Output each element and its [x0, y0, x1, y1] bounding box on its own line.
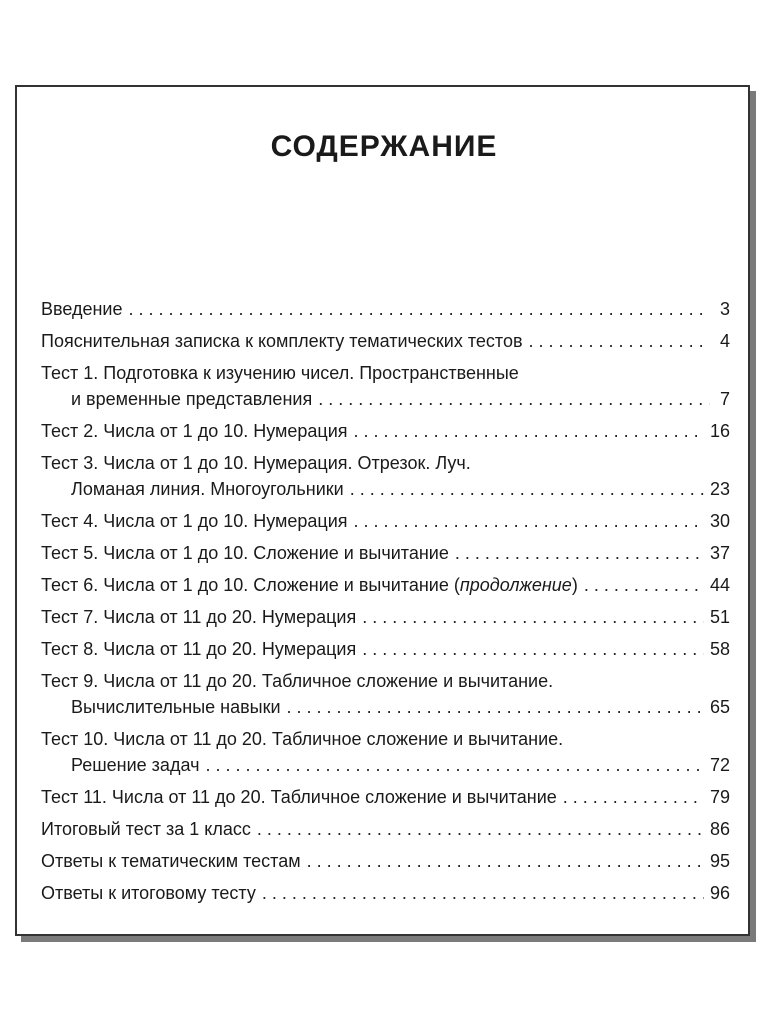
- toc-entry-line: [41, 880, 730, 906]
- toc-entry[interactable]: [41, 668, 730, 720]
- toc-entry[interactable]: [41, 784, 730, 810]
- toc-entry-line: [41, 784, 730, 810]
- page-number: 4: [719, 331, 730, 351]
- toc-entry[interactable]: [41, 418, 730, 444]
- toc-entry-text: Введение: [41, 299, 123, 319]
- toc-entry[interactable]: [41, 450, 730, 502]
- toc-entry-line: [41, 476, 730, 502]
- toc-entry-title: [71, 694, 281, 720]
- toc-entry-title: Тест 3. Числа от 1 до 10. Нумерация. Отрезок. Луч.: [41, 453, 471, 473]
- page-title: СОДЕРЖАНИЕ: [270, 130, 498, 163]
- toc-entry-line: [41, 418, 730, 444]
- toc-entry-title: [41, 880, 256, 906]
- page-number: 51: [709, 607, 730, 627]
- page-number: 3: [719, 299, 730, 319]
- toc-entry-title: [41, 540, 449, 566]
- toc-entry-text: Тест 2. Числа от 1 до 10. Нумерация: [41, 421, 348, 441]
- toc-entry-title: [41, 418, 348, 444]
- toc-entry[interactable]: [41, 296, 730, 322]
- toc-entry-title: [41, 784, 557, 810]
- toc-entry-title: [41, 816, 251, 842]
- toc-entry-title: [41, 296, 123, 322]
- page-number: 16: [709, 421, 730, 441]
- dot-leader: [307, 848, 704, 874]
- dot-leader: [287, 694, 704, 720]
- dot-leader: [354, 418, 704, 444]
- toc-entry-text: Итоговый тест за 1 класс: [41, 819, 251, 839]
- page-number: 37: [709, 543, 730, 563]
- dot-leader: [529, 328, 710, 354]
- dot-leader: [362, 604, 704, 630]
- toc-entry-line: [41, 604, 730, 630]
- page-number: 72: [709, 755, 730, 775]
- page-number: 58: [709, 639, 730, 659]
- toc-entry-title: [41, 636, 356, 662]
- toc-entry-title: [41, 328, 523, 354]
- toc-entry-line: [41, 636, 730, 662]
- dot-leader: [257, 816, 704, 842]
- toc-entry-text: Ломаная линия. Многоугольники: [71, 479, 344, 499]
- table-of-contents: [41, 296, 730, 906]
- toc-entry-title: Тест 9. Числа от 11 до 20. Табличное сложение и вычитание.: [41, 671, 554, 691]
- toc-entry-text: Тест 7. Числа от 11 до 20. Нумерация: [41, 607, 357, 627]
- dot-leader: [318, 386, 710, 412]
- toc-entry-title-line: [41, 450, 730, 476]
- dot-leader: [362, 636, 704, 662]
- toc-entry-text: Тест 8. Числа от 11 до 20. Нумерация: [41, 639, 357, 659]
- toc-entry[interactable]: [41, 816, 730, 842]
- toc-entry-title: [41, 604, 356, 630]
- toc-entry[interactable]: [41, 328, 730, 354]
- toc-entry-title: Тест 1. Подготовка к изучению чисел. Пространственные: [41, 363, 519, 383]
- toc-entry-text: Тест 11. Числа от 11 до 20. Табличное сложение и вычитание: [41, 787, 557, 807]
- toc-entry-text: Решение задач: [71, 755, 200, 775]
- dot-leader: [455, 540, 704, 566]
- toc-entry-text: и временные представления: [71, 389, 313, 409]
- dot-leader: [354, 508, 704, 534]
- toc-entry-text: Пояснительная записка к комплекту тематических тестов: [41, 331, 523, 351]
- page-number: 95: [709, 851, 730, 871]
- toc-entry-line: [41, 328, 730, 354]
- toc-entry-line: [41, 572, 730, 598]
- toc-entry-title-line: [41, 668, 730, 694]
- page-number: 96: [709, 883, 730, 903]
- page-number: 79: [709, 787, 730, 807]
- toc-entry[interactable]: [41, 572, 730, 598]
- toc-entry-title-line: [41, 360, 730, 386]
- dot-leader: [262, 880, 704, 906]
- toc-entry-line: [41, 296, 730, 322]
- dot-leader: [584, 572, 704, 598]
- toc-entry-text: Ответы к тематическим тестам: [41, 851, 301, 871]
- page-number: 65: [709, 697, 730, 717]
- toc-entry-italic-text: продолжение: [459, 575, 572, 595]
- toc-entry-line: [41, 540, 730, 566]
- toc-entry-title: Тест 10. Числа от 11 до 20. Табличное сложение и вычитание.: [41, 729, 564, 749]
- toc-entry[interactable]: [41, 848, 730, 874]
- toc-entry-line: [41, 752, 730, 778]
- toc-entry-text: Тест 6. Числа от 1 до 10. Сложение и вычитание (: [41, 575, 460, 595]
- toc-entry[interactable]: [41, 880, 730, 906]
- dot-leader: [563, 784, 704, 810]
- toc-entry-text: Тест 5. Числа от 1 до 10. Сложение и вычитание: [41, 543, 449, 563]
- toc-entry[interactable]: [41, 540, 730, 566]
- toc-entry-line: [41, 386, 730, 412]
- toc-entry-text: Тест 4. Числа от 1 до 10. Нумерация: [41, 511, 348, 531]
- toc-entry-title: [41, 848, 301, 874]
- dot-leader: [129, 296, 710, 322]
- toc-entry-line: [41, 848, 730, 874]
- page-number: 30: [709, 511, 730, 531]
- toc-entry-text: Вычислительные навыки: [71, 697, 281, 717]
- toc-entry-text: Ответы к итоговому тесту: [41, 883, 256, 903]
- page-number: 23: [709, 479, 730, 499]
- toc-entry-title: [71, 476, 344, 502]
- toc-entry[interactable]: [41, 508, 730, 534]
- toc-entry-line: [41, 694, 730, 720]
- toc-entry[interactable]: [41, 604, 730, 630]
- toc-entry-text-end: ): [571, 575, 578, 595]
- toc-entry-title: [41, 508, 348, 534]
- dot-leader: [205, 752, 704, 778]
- page-number: 86: [709, 819, 730, 839]
- toc-entry-title: [41, 572, 578, 598]
- toc-entry-line: [41, 508, 730, 534]
- toc-entry[interactable]: [41, 726, 730, 778]
- page-number: 44: [709, 575, 730, 595]
- toc-entry[interactable]: [41, 636, 730, 662]
- toc-entry[interactable]: [41, 360, 730, 412]
- toc-entry-line: [41, 816, 730, 842]
- page-number: 7: [719, 389, 730, 409]
- toc-entry-title: [71, 386, 312, 412]
- dot-leader: [350, 476, 704, 502]
- toc-entry-title-line: [41, 726, 730, 752]
- toc-entry-title: [71, 752, 199, 778]
